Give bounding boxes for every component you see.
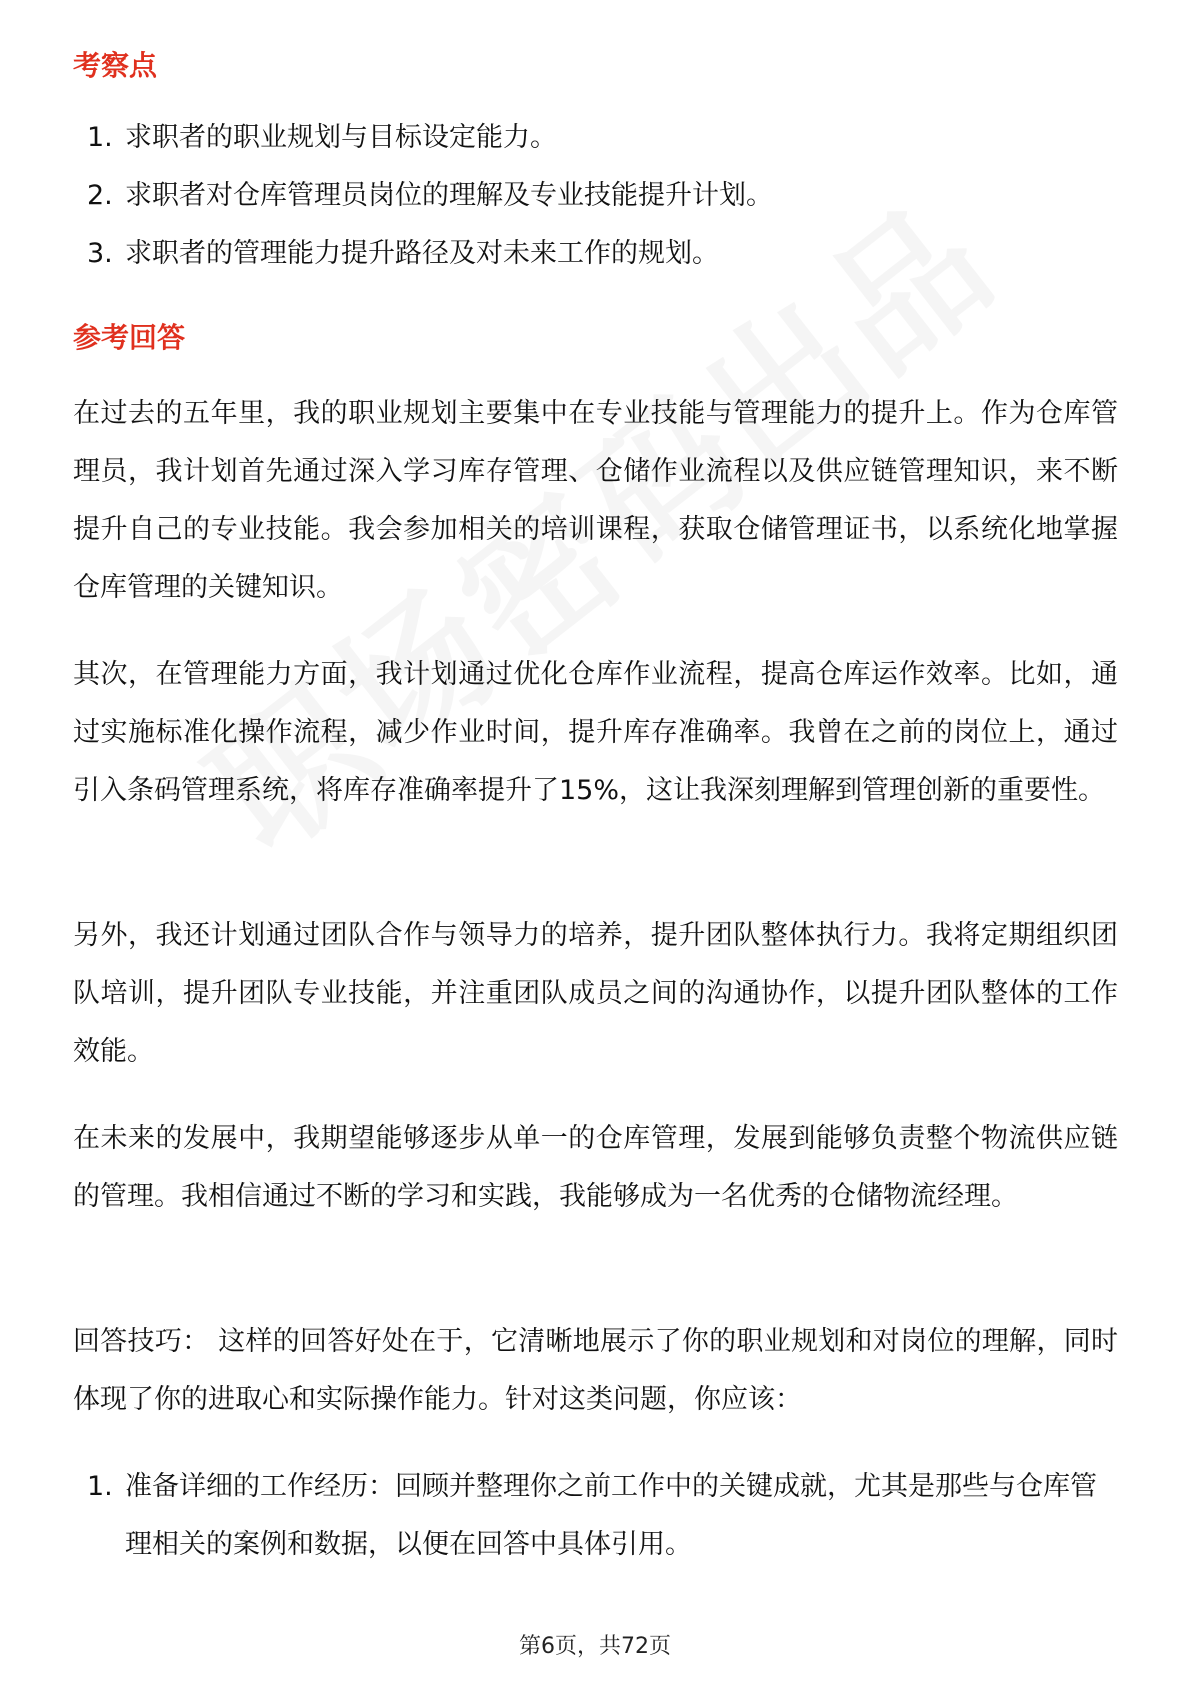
- points-list: [73, 109, 1118, 283]
- list-number: 3.: [87, 238, 113, 269]
- list-text: 求职者对仓库管理员岗位的理解及专业技能提升计划。: [125, 180, 773, 211]
- paragraph: 在过去的五年里，我的职业规划主要集中在专业技能与管理能力的提升上。作为仓库管理员，我计划首先通过深入学习库存管理、仓储作业流程以及供应链管理知识，来不断提升自己的专业技能。我会参加相关的培训课程，获取仓储管理证书，以系统化地掌握仓库管理的关键知识。: [73, 398, 1118, 603]
- points-title: 考察点: [73, 49, 158, 82]
- tips-intro: 回答技巧： 这样的回答好处在于，它清晰地展示了你的职业规划和对岗位的理解，同时体现了你的进取心和实际操作能力。针对这类问题，你应该：: [73, 1326, 1118, 1415]
- list-item: [73, 225, 1118, 283]
- paragraph: 在未来的发展中，我期望能够逐步从单一的仓库管理，发展到能够负责整个物流供应链的管理。我相信通过不断的学习和实践，我能够成为一名优秀的仓储物流经理。: [73, 1123, 1118, 1212]
- list-item: [73, 109, 1118, 167]
- list-text: 准备详细的工作经历：回顾并整理你之前工作中的关键成就，尤其是那些与仓库管理相关的案例和数据，以便在回答中具体引用。: [125, 1471, 1097, 1560]
- list-item: [73, 167, 1118, 225]
- list-text: 求职者的管理能力提升路径及对未来工作的规划。: [125, 238, 719, 269]
- tips-list: [73, 1458, 1118, 1574]
- answer-title: 参考回答: [73, 321, 186, 354]
- list-number: 1.: [87, 1471, 113, 1502]
- list-number: 2.: [87, 180, 113, 211]
- paragraph: 另外，我还计划通过团队合作与领导力的培养，提升团队整体执行力。我将定期组织团队培训，提升团队专业技能，并注重团队成员之间的沟通协作，以提升团队整体的工作效能。: [73, 920, 1118, 1067]
- paragraph: 其次，在管理能力方面，我计划通过优化仓库作业流程，提高仓库运作效率。比如，通过实施标准化操作流程，减少作业时间，提升库存准确率。我曾在之前的岗位上，通过引入条码管理系统，将库存准确率提升了15%，这让我深刻理解到管理创新的重要性。: [73, 659, 1118, 806]
- page-footer: 第6页，共72页: [519, 1634, 671, 1659]
- list-text: 求职者的职业规划与目标设定能力。: [125, 122, 557, 153]
- list-item: [73, 1458, 1118, 1574]
- list-number: 1.: [87, 122, 113, 153]
